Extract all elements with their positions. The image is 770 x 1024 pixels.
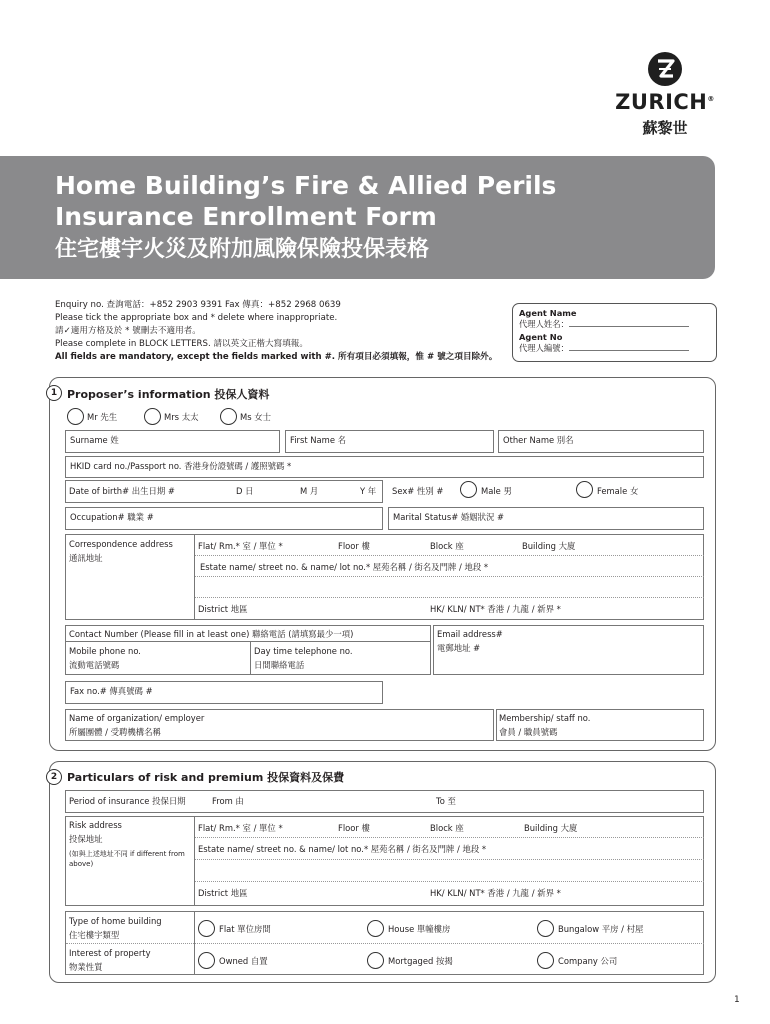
mrs-label: Mrs 太太 xyxy=(164,412,199,422)
title-banner xyxy=(0,156,715,279)
mobile-label-cn: 流動電話號碼 xyxy=(69,660,120,670)
form-title-line1: Home Building’s Fire & Allied Perils xyxy=(55,171,557,200)
first-name-field[interactable]: First Name 名 xyxy=(285,430,494,453)
interest-label: Interest of property xyxy=(69,948,151,958)
section-2-title: Particulars of risk and premium 投保資料及保費 xyxy=(67,771,345,784)
risk-building-label[interactable]: Building 大廈 xyxy=(524,823,578,833)
corr-block-label[interactable]: Block 座 xyxy=(430,541,464,551)
corr-building-label[interactable]: Building 大廈 xyxy=(522,541,576,551)
risk-estate-label[interactable]: Estate name/ street no. & name/ lot no.* 屋苑名稱 / 街名及門牌 / 地段 * xyxy=(198,844,487,854)
membership-label: Membership/ staff no. xyxy=(499,713,591,723)
company-checkbox[interactable] xyxy=(537,952,554,969)
tick-instruction-cn: 請✓適用方格及於 * 號刪去不適用者。 xyxy=(55,326,201,336)
enquiry-line: Enquiry no. 查詢電話：+852 2903 9391 Fax 傳真：+852 2968 0639 xyxy=(55,300,341,310)
fax-field[interactable]: Fax no.# 傳真號碼 # xyxy=(65,681,383,704)
dob-label: Date of birth# 出生日期 # xyxy=(69,486,175,496)
sex-label: Sex# 性別 # xyxy=(392,486,444,496)
period-label: Period of insurance 投保日期 xyxy=(69,796,186,806)
corr-estate-label[interactable]: Estate name/ street no. & name/ lot no.* 屋苑名稱 / 街名及門牌 / 地段 * xyxy=(200,562,489,572)
bungalow-type-label: Bungalow 平房 / 村屋 xyxy=(558,924,644,934)
corr-address-label-cn: 通訊地址 xyxy=(69,553,103,563)
type-label: Type of home building xyxy=(69,916,162,926)
daytime-label[interactable]: Day time telephone no. xyxy=(254,646,353,656)
email-label-cn: 電郵地址 # xyxy=(437,643,481,653)
contact-number-label: Contact Number (Please fill in at least one) 聯絡電話 (請填寫最少一項) xyxy=(69,629,354,639)
occupation-field[interactable]: Occupation# 職業 # xyxy=(65,507,383,530)
email-label: Email address# xyxy=(437,629,503,639)
mandatory-note: All fields are mandatory, except the fields marked with #. 所有項目必須填報，惟 # 號之項目除外。 xyxy=(55,352,498,362)
agent-name-label: Agent Name xyxy=(519,308,577,318)
daytime-label-cn: 日間聯絡電話 xyxy=(254,660,305,670)
other-name-field[interactable]: Other Name 別名 xyxy=(498,430,704,453)
period-to-label: To 至 xyxy=(436,796,456,806)
company-label: Company 公司 xyxy=(558,956,618,966)
flat-type-label: Flat 單位房間 xyxy=(219,924,271,934)
interest-label-cn: 物業性質 xyxy=(69,962,103,972)
risk-block-label[interactable]: Block 座 xyxy=(430,823,464,833)
organization-label: Name of organization/ employer xyxy=(69,713,205,723)
bungalow-type-checkbox[interactable] xyxy=(537,920,554,937)
corr-district-label[interactable]: District 地區 xyxy=(198,604,248,614)
mortgaged-checkbox[interactable] xyxy=(367,952,384,969)
female-label: Female 女 xyxy=(597,486,639,496)
block-letters-note: Please complete in BLOCK LETTERS. 請以英文正楷大寫填報。 xyxy=(55,339,308,349)
type-label-cn: 住宅樓宇類型 xyxy=(69,930,120,940)
risk-flat-label[interactable]: Flat/ Rm.* 室 / 單位 * xyxy=(198,823,283,833)
agent-no-field[interactable] xyxy=(569,343,689,351)
risk-region-label[interactable]: HK/ KLN/ NT* 香港 / 九龍 / 新界 * xyxy=(430,888,561,898)
house-type-label: House 單幢樓房 xyxy=(388,924,451,934)
ms-checkbox[interactable] xyxy=(220,408,237,425)
corr-region-label[interactable]: HK/ KLN/ NT* 香港 / 九龍 / 新界 * xyxy=(430,604,561,614)
mortgaged-label: Mortgaged 按揭 xyxy=(388,956,453,966)
corr-address-label: Correspondence address xyxy=(69,539,173,549)
dob-month-label: M 月 xyxy=(300,486,319,496)
agent-box xyxy=(512,303,717,362)
zurich-logo xyxy=(610,52,720,138)
risk-address-label: Risk address xyxy=(69,820,122,830)
ms-label: Ms 女士 xyxy=(240,412,272,422)
dob-year-label: Y 年 xyxy=(360,486,377,496)
section-2-number: 2 xyxy=(46,769,62,785)
house-type-checkbox[interactable] xyxy=(367,920,384,937)
male-label: Male 男 xyxy=(481,486,512,496)
marital-status-field[interactable]: Marital Status# 婚姻狀況 # xyxy=(388,507,704,530)
section-1-title: Proposer’s information 投保人資料 xyxy=(67,388,270,401)
mr-checkbox[interactable] xyxy=(67,408,84,425)
agent-no-label: Agent No xyxy=(519,332,563,342)
corr-flat-label[interactable]: Flat/ Rm.* 室 / 單位 * xyxy=(198,541,283,551)
female-checkbox[interactable] xyxy=(576,481,593,498)
page-number: 1 xyxy=(734,995,740,1005)
owned-label: Owned 自置 xyxy=(219,956,268,966)
organization-label-cn: 所屬團體 / 受聘機構名稱 xyxy=(69,727,161,737)
section-1-number: 1 xyxy=(46,385,62,401)
agent-no-label-cn: 代理人編號： xyxy=(519,342,569,353)
agent-name-label-cn: 代理人姓名： xyxy=(519,318,569,329)
corr-floor-label[interactable]: Floor 樓 xyxy=(338,541,370,551)
mobile-label[interactable]: Mobile phone no. xyxy=(69,646,141,656)
owned-checkbox[interactable] xyxy=(198,952,215,969)
mrs-checkbox[interactable] xyxy=(144,408,161,425)
form-title-line2: Insurance Enrollment Form xyxy=(55,202,437,231)
membership-label-cn: 會員 / 職員號碼 xyxy=(499,727,558,737)
intro-text xyxy=(55,299,515,364)
risk-address-note: (如與上述地址不同 if different from above) xyxy=(69,850,185,868)
brand-name: ZURICH® xyxy=(615,90,715,114)
mr-label: Mr 先生 xyxy=(87,412,118,422)
risk-district-label[interactable]: District 地區 xyxy=(198,888,248,898)
flat-type-checkbox[interactable] xyxy=(198,920,215,937)
brand-name-cn: 蘇黎世 xyxy=(642,119,688,137)
tick-instruction: Please tick the appropriate box and * delete where inappropriate. xyxy=(55,313,338,323)
period-from-label: From 由 xyxy=(212,796,244,806)
agent-name-field[interactable] xyxy=(569,319,689,327)
hkid-field[interactable]: HKID card no./Passport no. 香港身份證號碼 / 護照號碼 * xyxy=(65,456,704,478)
surname-field[interactable]: Surname 姓 xyxy=(65,430,280,453)
form-title-cn: 住宅樓宇火災及附加風險保險投保表格 xyxy=(55,237,430,262)
male-checkbox[interactable] xyxy=(460,481,477,498)
zurich-z-icon xyxy=(648,52,682,86)
risk-floor-label[interactable]: Floor 樓 xyxy=(338,823,370,833)
risk-address-label-cn: 投保地址 xyxy=(69,834,103,844)
dob-day-label: D 日 xyxy=(236,486,254,496)
